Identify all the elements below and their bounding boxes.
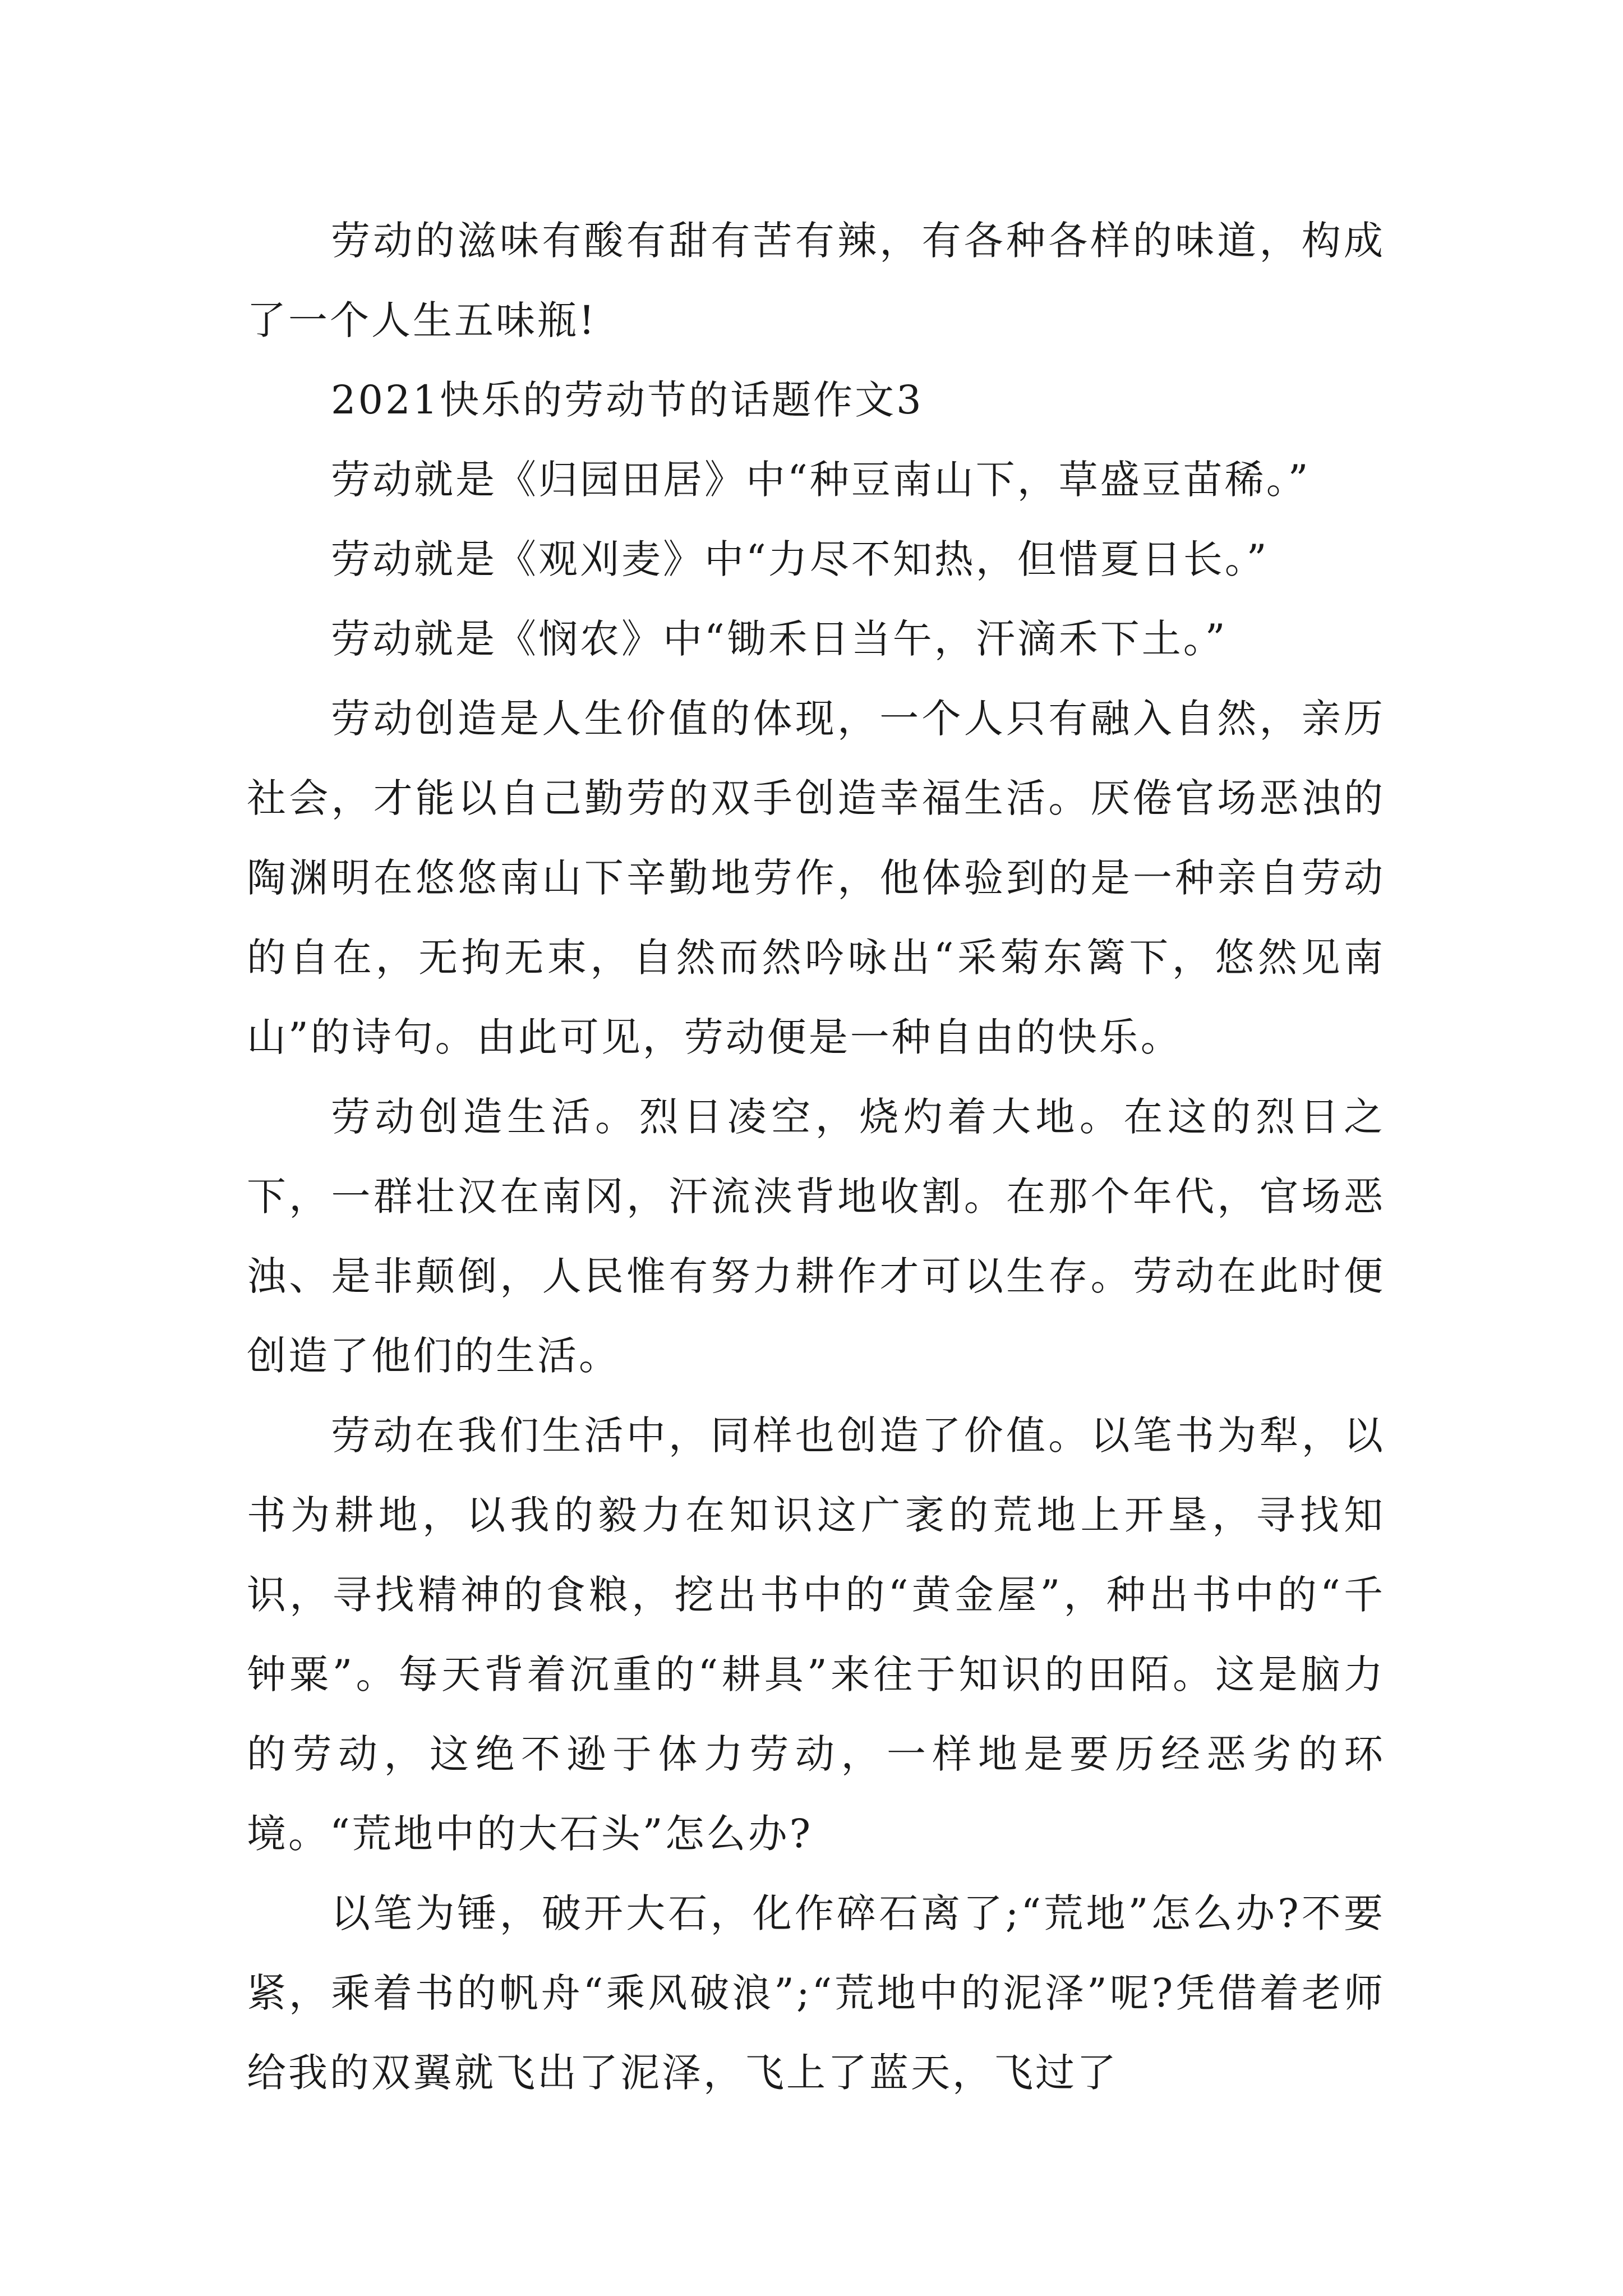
paragraph-min-nong: 劳动就是《悯农》中“锄禾日当午，汗滴禾下土。”	[331, 616, 1228, 662]
paragraph-guiyuan-tianju: 劳动就是《归园田居》中“种豆南山下，草盛豆苗稀。”	[331, 457, 1311, 503]
essay-title: 2021快乐的劳动节的话题作文3	[331, 377, 924, 423]
paragraph-life-value: 劳动创造是人生价值的体现，一个人只有融入自然，亲历社会，才能以自己勤劳的双手创造幸福生活。厌倦官场恶浊的陶渊明在悠悠南山下辛勤地劳作，他体验到的是一种亲自劳动的自在，无拘无束，自然而然吟咏出“采菊东篱下，悠然见南山”的诗句。由此可见，劳动便是一种自由的快乐。	[247, 696, 1385, 1060]
paragraph-labor-creates-life: 劳动创造生活。烈日凌空，烧灼着大地。在这的烈日之下，一群壮汉在南冈，汗流浃背地收割。在那个年代，官场恶浊、是非颠倒，人民惟有努力耕作才可以生存。劳动在此时便创造了他们的生活。	[247, 1094, 1385, 1379]
essay-body	[247, 201, 1385, 2113]
paragraph-labor-creates-value: 劳动在我们生活中，同样也创造了价值。以笔书为犁，以书为耕地，以我的毅力在知识这广袤的荒地上开垦，寻找知识，寻找精神的食粮，挖出书中的“黄金屋”，种出书中的“千钟粟”。每天背着沉重的“耕具”来往于知识的田陌。这是脑力的劳动，这绝不逊于体力劳动，一样地是要历经恶劣的环境。“荒地中的大石头”怎么办?	[247, 1412, 1385, 1857]
paragraph-guan-yi-mai: 劳动就是《观刈麦》中“力尽不知热，但惜夏日长。”	[331, 536, 1269, 582]
paragraph-taste-of-labor: 劳动的滋味有酸有甜有苦有辣，有各种各样的味道，构成了一个人生五味瓶!	[247, 218, 1385, 343]
paragraph-pen-as-hammer: 以笔为锤，破开大石，化作碎石离了;“荒地”怎么办?不要紧，乘着书的帆舟“乘风破浪”;“荒地中的泥泽”呢?凭借着老师给我的双翼就飞出了泥泽，飞上了蓝天，飞过了	[247, 1890, 1385, 2096]
